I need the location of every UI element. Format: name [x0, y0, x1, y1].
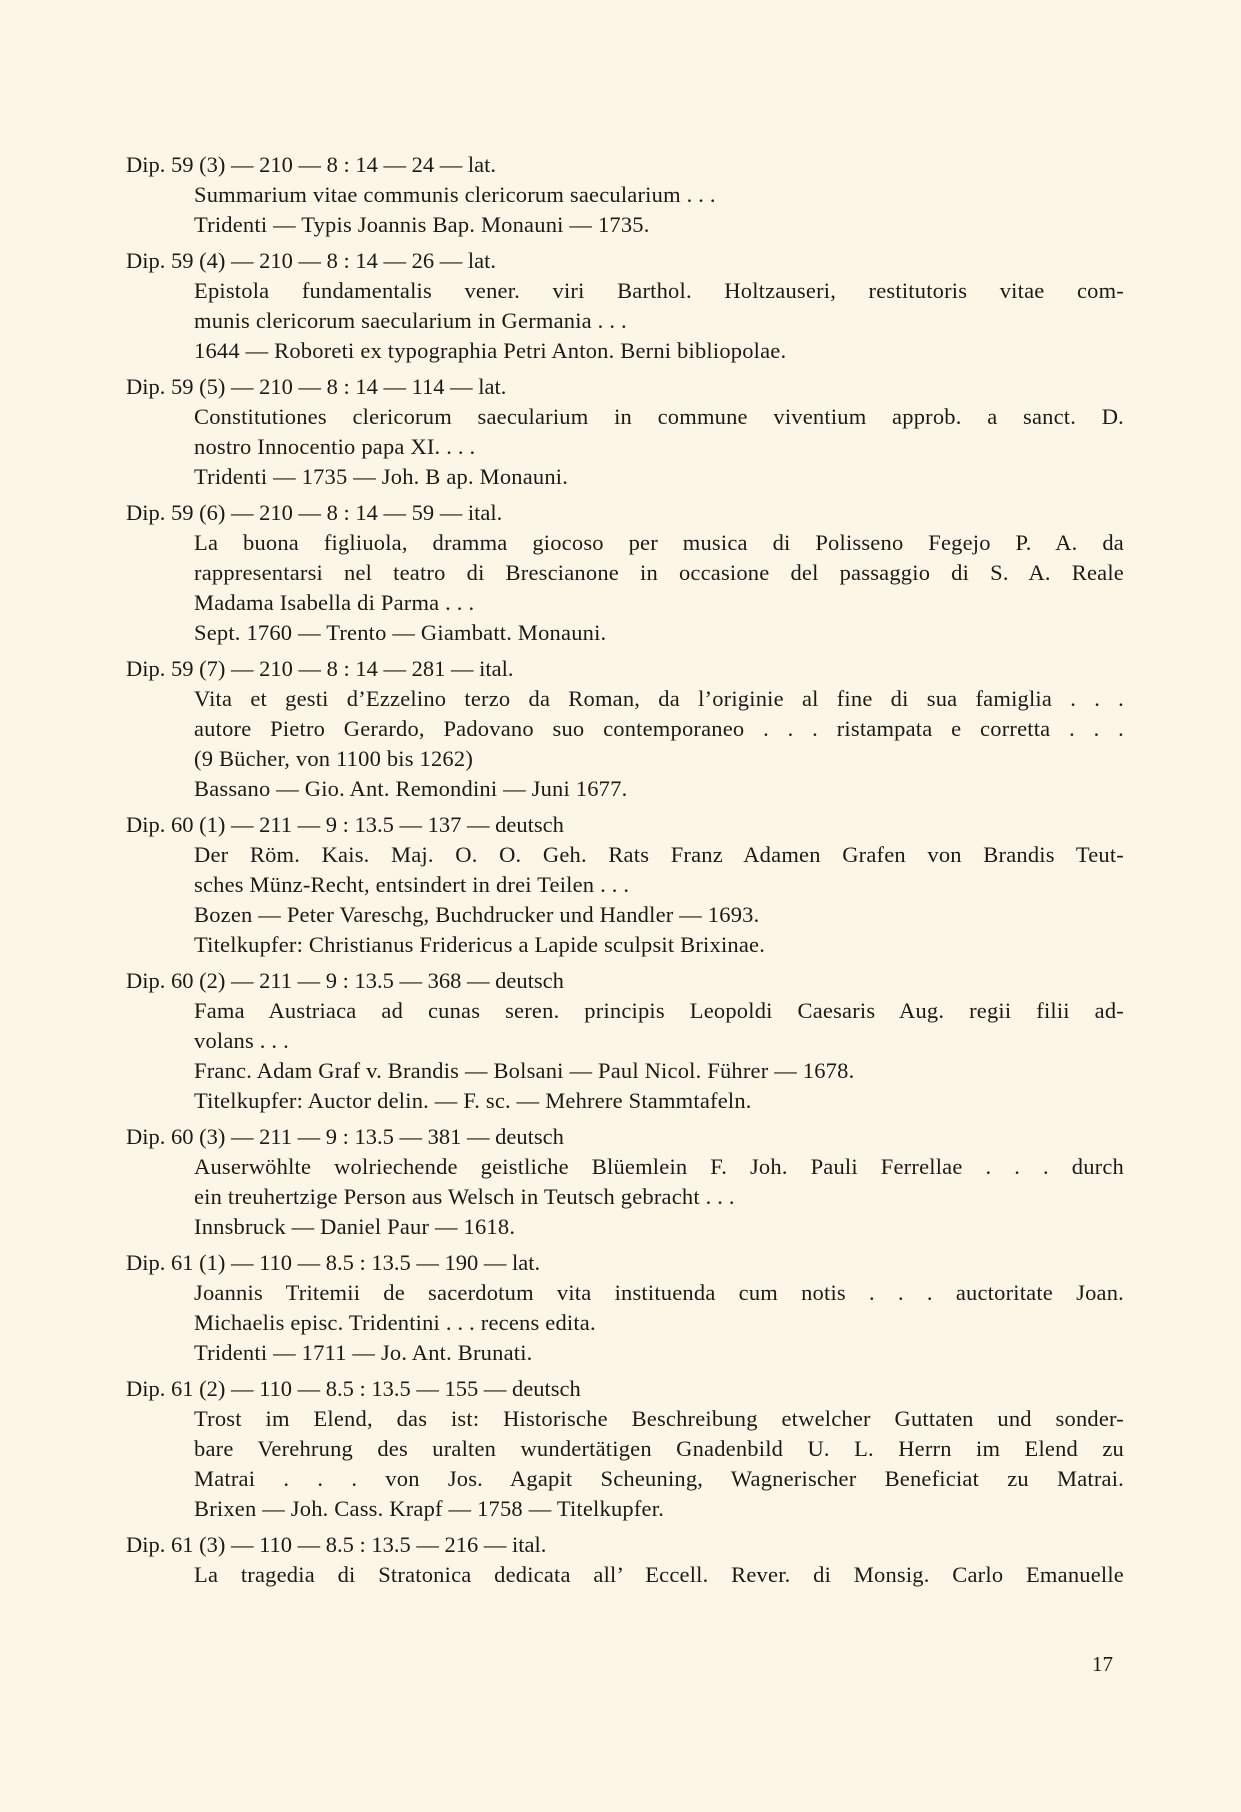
entry-description-line: Fama Austriaca ad cunas seren. principis Leopoldi Caesaris Aug. regii filii ad-	[194, 998, 1124, 1023]
entry-description-line: La buona figliuola, dramma giocoso per musica di Polisseno Fegejo P. A. da	[194, 530, 1124, 555]
entry-description-line: volans . . .	[194, 1028, 289, 1053]
entry-description-line: (9 Bücher, von 1100 bis 1262)	[194, 746, 474, 771]
catalog-entry	[126, 498, 1124, 648]
entry-description-line: Titelkupfer: Christianus Fridericus a Lapide sculpsit Brixinae.	[194, 932, 766, 957]
catalog-page	[126, 150, 1124, 1596]
entry-description-line: sches Münz-Recht, entsindert in drei Teilen . . .	[194, 872, 630, 897]
entry-description-line: Epistola fundamentalis vener. viri Barthol. Holtzauseri, restitutoris vitae com-	[194, 278, 1124, 303]
entry-shelfmark: Dip. 61 (3) — 110 — 8.5 : 13.5 — 216 — ital.	[126, 1532, 547, 1557]
entry-description-line: autore Pietro Gerardo, Padovano suo contemporaneo . . . ristampata e corretta . . .	[194, 716, 1124, 741]
entry-description-line: Madama Isabella di Parma . . .	[194, 590, 475, 615]
entry-shelfmark: Dip. 59 (5) — 210 — 8 : 14 — 114 — lat.	[126, 374, 507, 399]
entry-shelfmark: Dip. 59 (7) — 210 — 8 : 14 — 281 — ital.	[126, 656, 514, 681]
entry-description-line: munis clericorum saecularium in Germania . . .	[194, 308, 627, 333]
entry-description-line: Vita et gesti d’Ezzelino terzo da Roman, da l’originie al fine di sua famiglia . . .	[194, 686, 1124, 711]
catalog-entry	[126, 1374, 1124, 1524]
entry-description-line: 1644 — Roboreti ex typographia Petri Anton. Berni bibliopolae.	[194, 338, 787, 363]
entry-shelfmark: Dip. 61 (2) — 110 — 8.5 : 13.5 — 155 — deutsch	[126, 1376, 581, 1401]
entry-description-line: Auserwöhlte wolriechende geistliche Blüemlein F. Joh. Pauli Ferrellae . . . durch	[194, 1154, 1124, 1179]
entry-description-line: Matrai . . . von Jos. Agapit Scheuning, Wagnerischer Beneficiat zu Matrai.	[194, 1466, 1124, 1491]
catalog-entry	[126, 1122, 1124, 1242]
catalog-entry	[126, 1248, 1124, 1368]
entry-shelfmark: Dip. 61 (1) — 110 — 8.5 : 13.5 — 190 — lat.	[126, 1250, 541, 1275]
entry-description-line: Titelkupfer: Auctor delin. — F. sc. — Mehrere Stammtafeln.	[194, 1088, 752, 1113]
entry-shelfmark: Dip. 59 (3) — 210 — 8 : 14 — 24 — lat.	[126, 152, 496, 177]
page-number: 17	[1092, 1652, 1113, 1676]
entry-description-line: bare Verehrung des uralten wundertätigen Gnadenbild U. L. Herrn im Elend zu	[194, 1436, 1124, 1461]
entry-description-line: Franc. Adam Graf v. Brandis — Bolsani — Paul Nicol. Führer — 1678.	[194, 1058, 855, 1083]
entry-description-line: nostro Innocentio papa XI. . . .	[194, 434, 476, 459]
catalog-entry	[126, 654, 1124, 804]
entry-description-line: Joannis Tritemii de sacerdotum vita instituenda cum notis . . . auctoritate Joan.	[194, 1280, 1124, 1305]
entry-description-line: Tridenti — Typis Joannis Bap. Monauni — 1735.	[194, 212, 650, 237]
entry-description-line: La tragedia di Stratonica dedicata all’ Eccell. Rever. di Monsig. Carlo Emanuelle	[194, 1562, 1124, 1587]
entry-description-line: Brixen — Joh. Cass. Krapf — 1758 — Titelkupfer.	[194, 1496, 665, 1521]
entry-shelfmark: Dip. 59 (6) — 210 — 8 : 14 — 59 — ital.	[126, 500, 503, 525]
entry-description-line: Bassano — Gio. Ant. Remondini — Juni 1677.	[194, 776, 628, 801]
entry-description-line: Der Röm. Kais. Maj. O. O. Geh. Rats Franz Adamen Grafen von Brandis Teut-	[194, 842, 1124, 867]
catalog-entry	[126, 1530, 1124, 1590]
entry-description-line: Constitutiones clericorum saecularium in commune viventium approb. a sanct. D.	[194, 404, 1124, 429]
catalog-entry	[126, 810, 1124, 960]
entry-description-line: Sept. 1760 — Trento — Giambatt. Monauni.	[194, 620, 607, 645]
catalog-entry	[126, 966, 1124, 1116]
entry-description-line: ein treuhertzige Person aus Welsch in Teutsch gebracht . . .	[194, 1184, 735, 1209]
catalog-entry	[126, 150, 1124, 240]
entry-description-line: Trost im Elend, das ist: Historische Beschreibung etwelcher Guttaten und sonder-	[194, 1406, 1124, 1431]
entry-description-line: Bozen — Peter Vareschg, Buchdrucker und Handler — 1693.	[194, 902, 760, 927]
entry-description-line: Tridenti — 1735 — Joh. B ap. Monauni.	[194, 464, 569, 489]
entry-shelfmark: Dip. 60 (1) — 211 — 9 : 13.5 — 137 — deutsch	[126, 812, 564, 837]
entry-description-line: Summarium vitae communis clericorum saecularium . . .	[194, 182, 716, 207]
entry-description-line: Tridenti — 1711 — Jo. Ant. Brunati.	[194, 1340, 533, 1365]
entry-shelfmark: Dip. 60 (3) — 211 — 9 : 13.5 — 381 — deutsch	[126, 1124, 564, 1149]
entry-shelfmark: Dip. 60 (2) — 211 — 9 : 13.5 — 368 — deutsch	[126, 968, 564, 993]
catalog-entry	[126, 246, 1124, 366]
entry-shelfmark: Dip. 59 (4) — 210 — 8 : 14 — 26 — lat.	[126, 248, 496, 273]
entry-description-line: Innsbruck — Daniel Paur — 1618.	[194, 1214, 516, 1239]
entry-description-line: Michaelis episc. Tridentini . . . recens edita.	[194, 1310, 596, 1335]
catalog-entries	[126, 150, 1124, 1590]
entry-description-line: rappresentarsi nel teatro di Brescianone in occasione del passaggio di S. A. Reale	[194, 560, 1124, 585]
catalog-entry	[126, 372, 1124, 492]
